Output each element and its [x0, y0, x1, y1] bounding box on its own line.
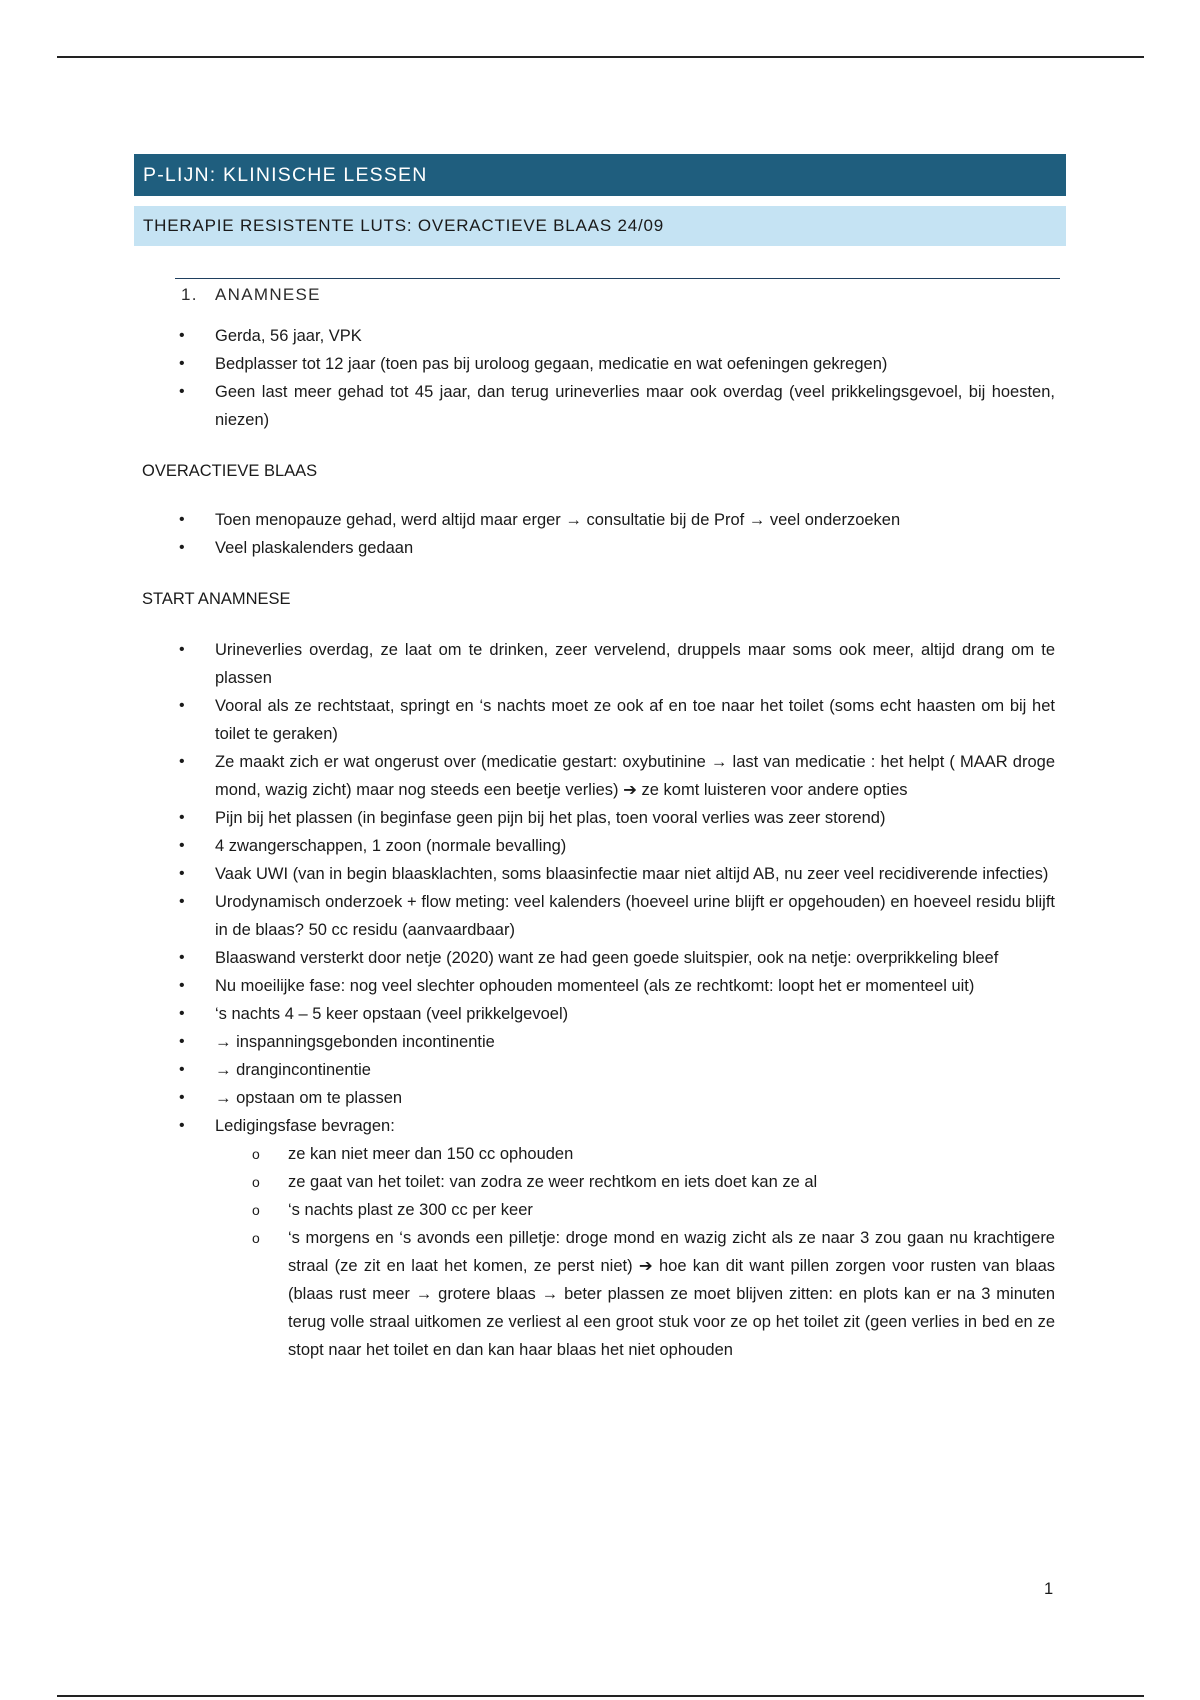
bullet: •: [179, 893, 185, 910]
bullet: •: [179, 1117, 185, 1134]
sub-list-item: o ‘s morgens en ‘s avonds een pilletje: droge mond en wazig zicht als ze naar 3 zou gaan nu krachtigere straal (ze zit en laat het komen, ze perst niet) ➔ hoe kan dit want pillen zorgen voor rusten van blaas (blaas rust meer → grotere blaas → beter plassen ze moet blijven zitten: en plots kan er na 3 minuten terug volle straal uitkomen ze verliest al een groot stuk voor ze op het toilet zit (geen verlies in bed en ze stopt naar het toilet en dan kan haar blaas het niet ophouden: [0, 1224, 1055, 1364]
ledigingsfase-sublist: [215, 1140, 1055, 1364]
sub-bullet: o: [252, 1174, 260, 1190]
list-item: • Urodynamisch onderzoek + flow meting: veel kalenders (hoeveel urine blijft er opgehouden) en hoeveel residu blijft in de blaas? 50 cc residu (aanvaardbaar): [0, 888, 1055, 944]
list-item: • → drangincontinentie: [0, 1056, 1055, 1084]
bullet: •: [179, 1061, 185, 1078]
list-item: • Toen menopauze gehad, werd altijd maar erger → consultatie bij de Prof → veel onderzoeken: [0, 506, 1055, 534]
bullet: •: [179, 383, 185, 400]
heading-overactieve-blaas: OVERACTIEVE BLAAS: [142, 462, 318, 480]
bullet: •: [179, 697, 185, 714]
list-item: • ‘s nachts 4 – 5 keer opstaan (veel prikkelgevoel): [0, 1000, 1055, 1028]
main-title-banner: [134, 154, 1066, 196]
bullet: •: [179, 355, 185, 372]
start-anamnese-list: [0, 636, 1200, 1364]
overactieve-blaas-list: [0, 506, 1200, 562]
section-number: 1.: [181, 285, 198, 304]
bullet: •: [179, 809, 185, 826]
list-item: • → inspanningsgebonden incontinentie: [0, 1028, 1055, 1056]
sub-list-item: o ‘s nachts plast ze 300 cc per keer: [0, 1196, 1055, 1224]
heading-start-anamnese: START ANAMNESE: [142, 590, 291, 608]
bullet: •: [179, 753, 185, 770]
bullet: •: [179, 539, 185, 556]
bottom-page-rule: [57, 1695, 1144, 1697]
list-item: • Urineverlies overdag, ze laat om te drinken, zeer vervelend, druppels maar soms ook meer, altijd drang om te plassen: [0, 636, 1055, 692]
sub-bullet: o: [252, 1230, 260, 1246]
list-item: • Vaak UWI (van in begin blaasklachten, soms blaasinfectie maar niet altijd AB, nu zeer veel recidiverende infecties): [0, 860, 1055, 888]
top-page-rule: [57, 56, 1144, 58]
bullet: •: [179, 1089, 185, 1106]
section-heading-anamnese: [181, 285, 321, 305]
section-divider: [175, 278, 1060, 279]
list-item: • Vooral als ze rechtstaat, springt en ‘s nachts moet ze ook af en toe naar het toilet (soms echt haasten om bij het toilet te geraken): [0, 692, 1055, 748]
main-title: P-LIJN: KLINISCHE LESSEN: [143, 164, 428, 186]
page-number: 1: [1044, 1580, 1054, 1598]
bullet: •: [179, 977, 185, 994]
list-item: • Blaaswand versterkt door netje (2020) want ze had geen goede sluitspier, ook na netje: overprikkeling bleef: [0, 944, 1055, 972]
sub-bullet: o: [252, 1202, 260, 1218]
anamnese-list: [0, 322, 1200, 434]
sub-title: THERAPIE RESISTENTE LUTS: OVERACTIEVE BLAAS 24/09: [143, 216, 665, 235]
bullet: •: [179, 1005, 185, 1022]
bullet: •: [179, 1033, 185, 1050]
list-item: • 4 zwangerschappen, 1 zoon (normale bevalling): [0, 832, 1055, 860]
list-item: • Bedplasser tot 12 jaar (toen pas bij uroloog gegaan, medicatie en wat oefeningen gekregen): [0, 350, 1055, 378]
bullet: •: [179, 949, 185, 966]
sub-list-item: o ze kan niet meer dan 150 cc ophouden: [0, 1140, 1055, 1168]
bullet: •: [179, 865, 185, 882]
list-item: • Veel plaskalenders gedaan: [0, 534, 1055, 562]
bullet: •: [179, 837, 185, 854]
sub-bullet: o: [252, 1146, 260, 1162]
sub-list-item: o ze gaat van het toilet: van zodra ze weer rechtkom en iets doet kan ze al: [0, 1168, 1055, 1196]
bullet: •: [179, 327, 185, 344]
bullet: •: [179, 511, 185, 528]
list-item: • Gerda, 56 jaar, VPK: [0, 322, 1055, 350]
sub-title-banner: [134, 206, 1066, 246]
section-title: ANAMNESE: [215, 285, 321, 304]
bullet: •: [179, 641, 185, 658]
list-item: • → opstaan om te plassen: [0, 1084, 1055, 1112]
list-item-ledigingsfase: • Ledigingsfase bevragen: o ze kan niet meer dan 150 cc ophouden o ze gaat van het toilet: van zodra ze weer rechtkom en iets doet kan ze al o ‘s nachts plast ze 300 cc per keer o ‘s morgens en ‘s avonds een pilletje: droge mond en wazig zicht als ze naar 3 zou gaan nu krachtigere straal (ze zit en laat het komen, ze perst niet) ➔ hoe kan dit want pillen zorgen voor rusten van blaas (blaas rust meer → grotere blaas → beter plassen ze moet blijven zitten: en plots kan er na 3 minuten terug volle straal uitkomen ze verliest al een groot stuk voor ze op het toilet zit (geen verlies in bed en ze stopt naar het toilet en dan kan haar blaas het niet ophouden: [0, 1112, 1055, 1364]
list-item: • Pijn bij het plassen (in beginfase geen pijn bij het plas, toen vooral verlies was zeer storend): [0, 804, 1055, 832]
list-item: • Ze maakt zich er wat ongerust over (medicatie gestart: oxybutinine → last van medicatie : het helpt ( MAAR droge mond, wazig zicht) maar nog steeds een beetje verlies) ➔ ze komt luisteren voor andere opties: [0, 748, 1055, 804]
list-item: • Geen last meer gehad tot 45 jaar, dan terug urineverlies maar ook overdag (veel prikkelingsgevoel, bij hoesten, niezen): [0, 378, 1055, 434]
list-item: • Nu moeilijke fase: nog veel slechter ophouden momenteel (als ze rechtkomt: loopt het er momenteel uit): [0, 972, 1055, 1000]
